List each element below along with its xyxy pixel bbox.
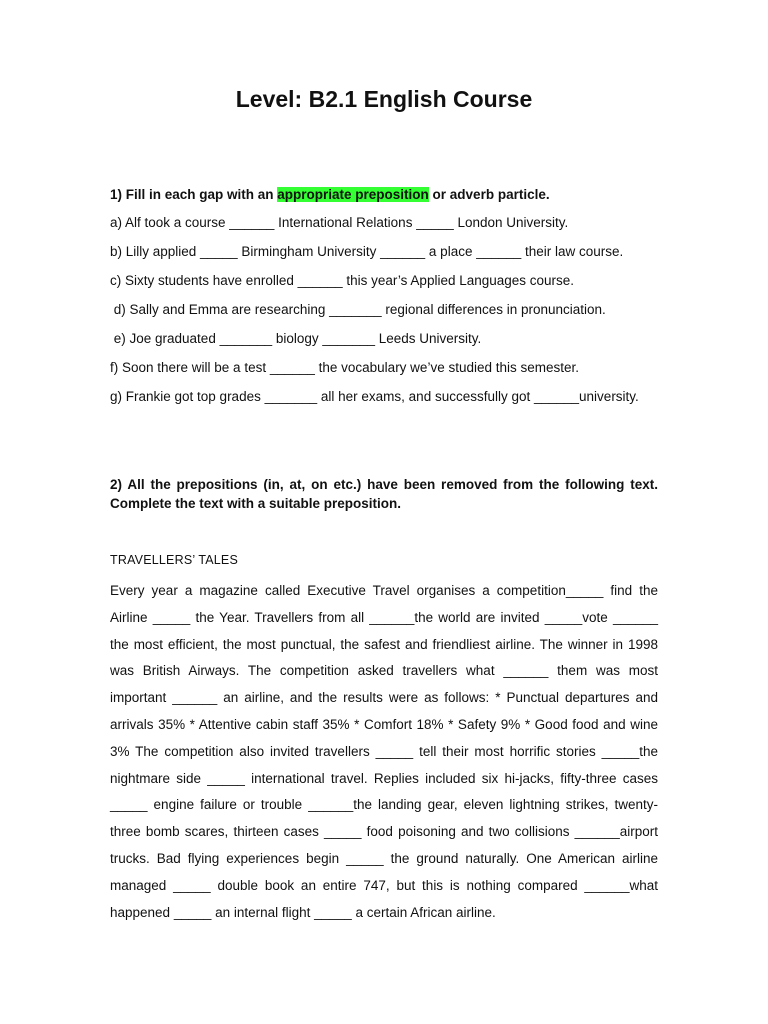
question-1-heading-start: 1) Fill in each gap with an xyxy=(110,187,278,202)
question-2-heading: 2) All the prepositions (in, at, on etc.) have been removed from the following text. Complete the text with a suitable preposition. xyxy=(110,477,658,511)
exercise-item-a: a) Alf took a course ______ International Relations _____ London University. xyxy=(110,215,569,230)
page-title: Level: B2.1 English Course xyxy=(235,86,533,112)
exercise-item-d: d) Sally and Emma are researching _______ regional differences in pronunciation. xyxy=(110,302,606,317)
exercise-item-b: b) Lilly applied _____ Birmingham University ______ a place ______ their law course. xyxy=(110,244,624,259)
text-subtitle: TRAVELLERS’ TALES xyxy=(110,553,238,567)
highlighted-phrase: appropriate preposition xyxy=(277,187,429,202)
exercise-item-c: c) Sixty students have enrolled ______ this year’s Applied Languages course. xyxy=(110,273,575,288)
question-1-heading xyxy=(110,185,658,204)
question-1-heading-end: or adverb particle. xyxy=(428,187,550,202)
exercise-item-f: f) Soon there will be a test ______ the vocabulary we’ve studied this semester. xyxy=(110,360,580,375)
cloze-paragraph: Every year a magazine called Executive Travel organises a competition_____ find the Airline _____ the Year. Travellers from all ______the world are invited _____vote ______ the most efficient, the most punctual, the safest and friendliest airline. The winner in 1998 was British Airways. The competition asked travellers what ______ them was most important ______ an airline, and the results were as follows: * Punctual departures and arrivals 35% * Attentive cabin staff 35% * Comfort 18% * Safety 9% * Good food and wine 3% The competition also invited travellers _____ tell their most horrific stories _____the nightmare side _____ international travel. Replies included six hi-jacks, fifty-three cases _____ engine failure or trouble ______the landing gear, eleven lightning strikes, twenty-three bomb scares, thirteen cases _____ food poisoning and two collisions ______airport trucks. Bad flying experiences begin _____ the ground naturally. One American airline managed _____ double book an entire 747, but this is nothing compared ______what happened _____ an internal flight _____ a certain African airline. xyxy=(110,583,658,920)
exercise-item-g: g) Frankie got top grades _______ all her exams, and successfully got ______university. xyxy=(110,389,639,404)
exercise-item-e: e) Joe graduated _______ biology _______ Leeds University. xyxy=(110,331,482,346)
